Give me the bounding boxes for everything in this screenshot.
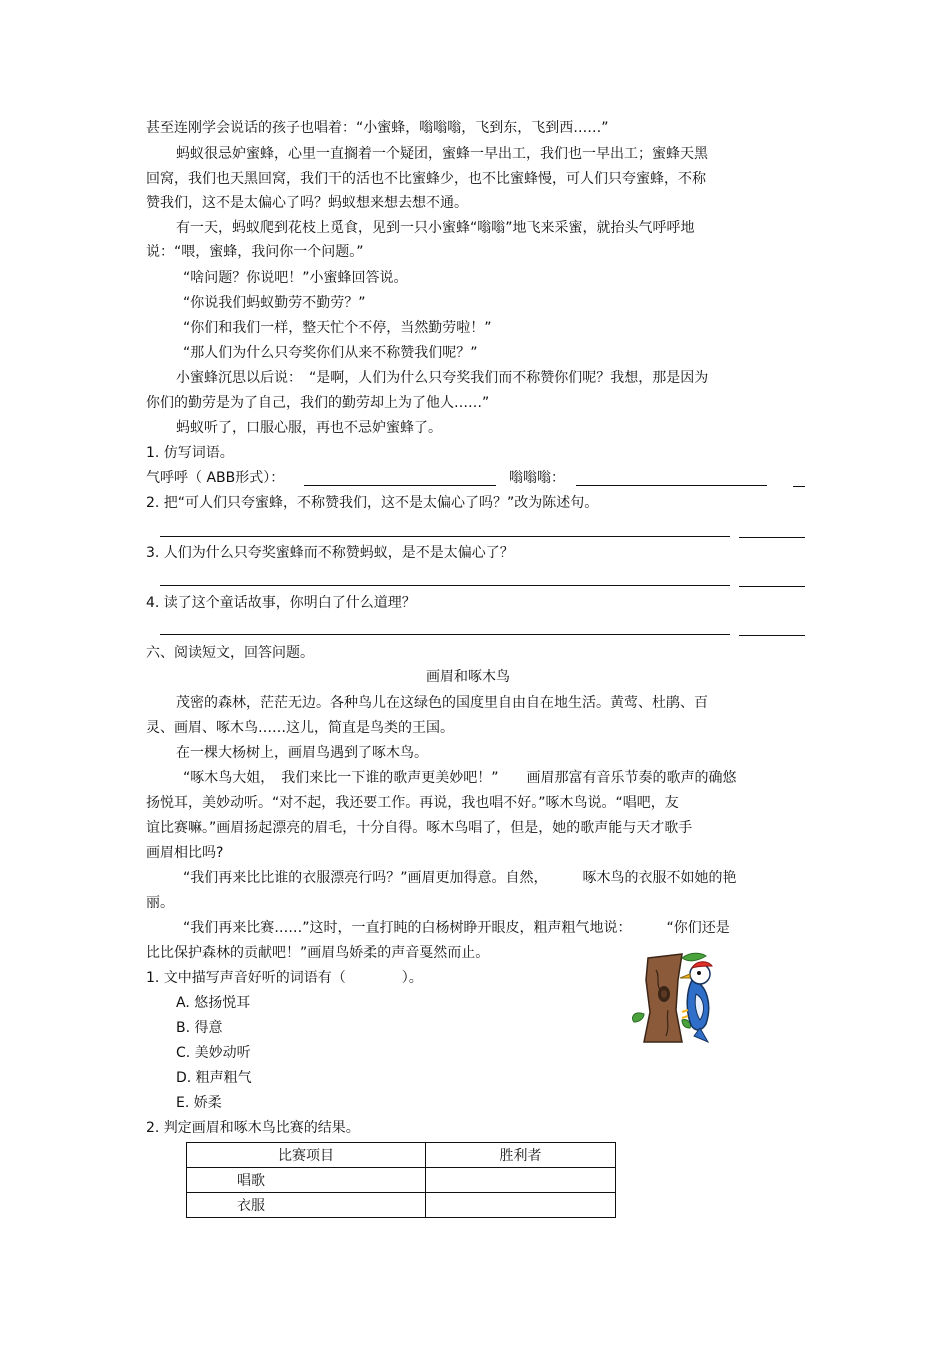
story-line-6: 说：“喂，蜜蜂，我问你一个问题。”	[146, 244, 364, 260]
story-line-13: 蚂蚁听了，口服心服，再也不忌妒蜜蜂了。	[176, 420, 442, 436]
story-line-4: 赞我们，这不是太偏心了吗？蚂蚁想来想去想不通。	[146, 195, 468, 211]
table-row	[187, 1168, 616, 1193]
table-cell-item: 衣服	[187, 1193, 426, 1218]
story-line-5: 有一天，蚂蚁爬到花枝上觅食，见到一只小蜜蜂“嗡嗡”地飞来采蜜，就抬头气呼呼地	[176, 220, 695, 236]
mc-option-c[interactable]: C. 美妙动听	[176, 1045, 251, 1061]
story-line-11: 小蜜蜂沉思以后说： “是啊，人们为什么只夸奖我们而不称赞你们呢？我想，那是因为	[176, 370, 709, 386]
passage-title: 画眉和啄木鸟	[426, 669, 510, 685]
story-line-9: “你们和我们一样，整天忙个不停，当然勤劳啦！”	[183, 320, 492, 336]
question-1-label-abb: 气呼呼（ ABB形式）：	[146, 470, 285, 486]
answer-blank-tail	[793, 486, 805, 487]
story-line-10: “那人们为什么只夸奖你们从来不称赞我们呢？”	[183, 345, 478, 361]
mc-option-d[interactable]: D. 粗声粗气	[176, 1070, 252, 1086]
mc-option-a[interactable]: A. 悠扬悦耳	[176, 995, 251, 1011]
story-line-2: 蚂蚁很忌妒蜜蜂，心里一直搁着一个疑团，蜜蜂一早出工，我们也一早出工；蜜蜂天黑	[176, 146, 708, 162]
passage-line-6: 谊比赛嘛。”画眉扬起漂亮的眉毛，十分自得。啄木鸟唱了，但是，她的歌声能与天才歌手	[146, 820, 693, 836]
question-3-title: 3. 人们为什么只夸奖蜜蜂而不称赞蚂蚁，是不是太偏心了？	[146, 545, 514, 561]
answer-blank-wengweng[interactable]	[576, 485, 767, 486]
story-line-1: 甚至连刚学会说话的孩子也唱着：“小蜜蜂，嗡嗡嗡，飞到东，飞到西……”	[146, 120, 609, 136]
question-1-title: 1. 仿写词语。	[146, 445, 234, 461]
passage-line-3: 在一棵大杨树上，画眉鸟遇到了啄木鸟。	[176, 745, 428, 761]
passage-line-5: 扬悦耳，美妙动听。“对不起，我还要工作。再说，我也唱不好。”啄木鸟说。“唱吧，友	[146, 795, 679, 811]
story-line-7: “啥问题？你说吧！”小蜜蜂回答说。	[183, 270, 408, 286]
passage-line-2: 灵、画眉、啄木鸟……这儿，简直是鸟类的王国。	[146, 720, 454, 736]
answer-line-q3-end	[739, 586, 805, 587]
passage-line-11: 比比保护森林的贡献吧！”画眉鸟娇柔的声音戛然而止。	[146, 945, 490, 961]
mc-option-b[interactable]: B. 得意	[176, 1020, 223, 1036]
table-header-row	[187, 1143, 616, 1168]
passage-line-7: 画眉相比吗?	[146, 845, 224, 861]
answer-line-q4-end	[739, 635, 805, 636]
answer-blank-abb[interactable]	[304, 485, 496, 486]
answer-line-q2[interactable]	[160, 536, 730, 537]
judge-question: 2. 判定画眉和啄木鸟比赛的结果。	[146, 1120, 360, 1136]
story-line-3: 回窝，我们也天黑回窝，我们干的活也不比蜜蜂少，也不比蜜蜂慢，可人们只夸蜜蜂，不称	[146, 171, 706, 187]
passage-line-10: “我们再来比赛……”这时，一直打盹的白杨树睁开眼皮，粗声粗气地说： “你们还是	[183, 920, 730, 936]
question-4-title: 4. 读了这个童话故事，你明白了什么道理？	[146, 595, 416, 611]
answer-line-q3[interactable]	[160, 585, 730, 586]
table-cell-winner-blank[interactable]	[426, 1193, 616, 1218]
story-line-8: “你说我们蚂蚁勤劳不勤劳？”	[183, 295, 366, 311]
passage-line-9: 丽。	[146, 895, 174, 911]
passage-line-1: 茂密的森林，茫茫无边。各种鸟儿在这绿色的国度里自由自在地生活。黄莺、杜鹃、百	[176, 695, 708, 711]
answer-line-q4[interactable]	[160, 634, 730, 635]
story-line-12: 你们的勤劳是为了自己，我们的勤劳却上为了他人……”	[146, 395, 490, 411]
mc-question: 1. 文中描写声音好听的词语有（ ）。	[146, 970, 423, 986]
passage-line-8: “我们再来比比谁的衣服漂亮行吗？”画眉更加得意。自然， 啄木鸟的衣服不如她的艳	[183, 870, 737, 886]
answer-line-q2-end	[739, 537, 805, 538]
result-table	[186, 1142, 616, 1218]
section-6-heading: 六、阅读短文，回答问题。	[146, 645, 314, 661]
table-row	[187, 1193, 616, 1218]
table-header-item: 比赛项目	[187, 1143, 426, 1168]
table-header-winner: 胜利者	[426, 1143, 616, 1168]
passage-line-4: “啄木鸟大姐， 我们来比一下谁的歌声更美妙吧！” 画眉那富有音乐节奏的歌声的确悠	[183, 770, 737, 786]
mc-option-e[interactable]: E. 娇柔	[176, 1095, 222, 1111]
table-cell-item: 唱歌	[187, 1168, 426, 1193]
question-2-title: 2. 把“可人们只夸蜜蜂，不称赞我们，这不是太偏心了吗？”改为陈述句。	[146, 495, 599, 511]
table-cell-winner-blank[interactable]	[426, 1168, 616, 1193]
question-1-label-wengweng: 嗡嗡嗡：	[509, 470, 565, 486]
woodpecker-on-tree-icon	[596, 950, 756, 1050]
